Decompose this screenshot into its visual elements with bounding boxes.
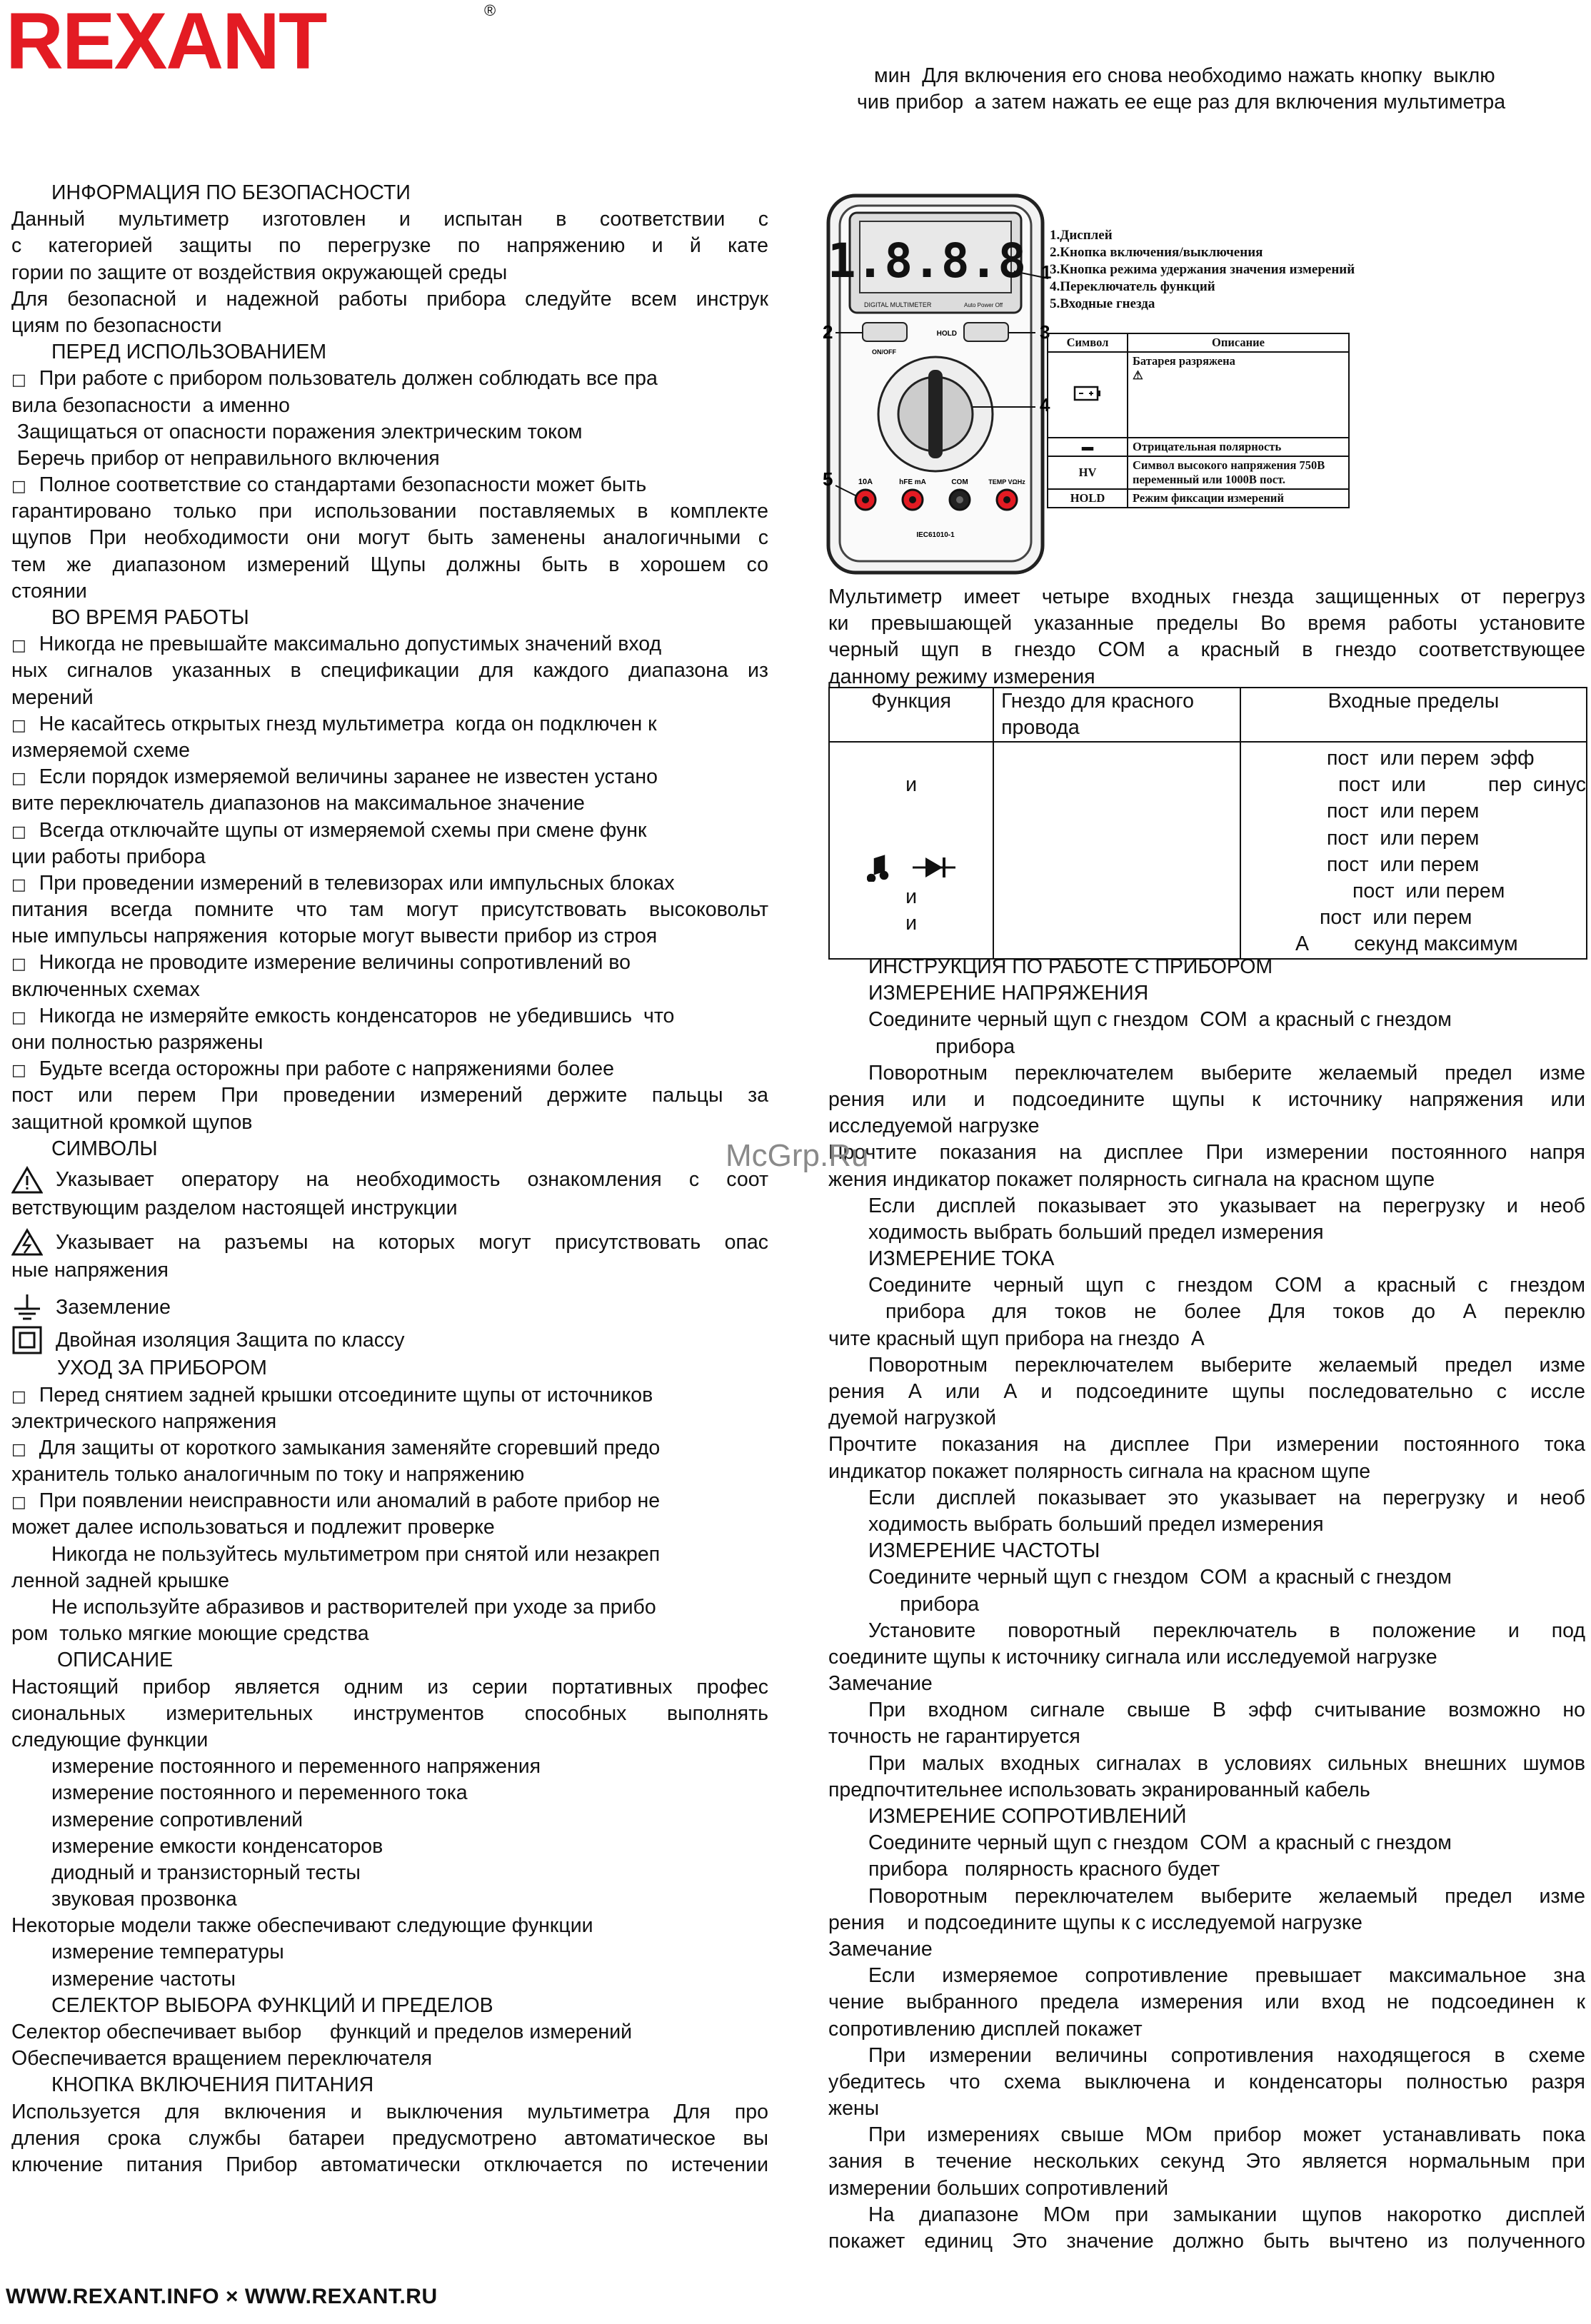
brand-name: REXANT — [6, 3, 326, 73]
text-line: стоянии — [11, 579, 87, 603]
text-line: Для безопасной и надежной работы прибора следуйте всем инструк — [11, 287, 768, 311]
bullet-icon: □ — [11, 716, 26, 735]
text-line: Соедините черный щуп с гнездом COM а красный с гнездом — [868, 1566, 1452, 1589]
text-line: Поворотным переключателем выберите желаемый предел изме — [868, 1061, 1585, 1085]
text-line: рения А или А и подсоедините щупы последовательно с иссле — [828, 1380, 1585, 1403]
text-line: сопротивлению дисплей покажет — [828, 2017, 1143, 2041]
text-line: вила безопасности а именно — [11, 393, 290, 417]
battery-icon — [1073, 384, 1102, 403]
text-line: Никогда не проводите измерение величины сопротивлений во — [39, 951, 631, 975]
table-cell: HOLD — [1048, 489, 1128, 508]
text-line: с категорией защиты по перегрузке по напряжению и й кате — [11, 234, 768, 258]
jack-label: 10A — [858, 478, 873, 486]
legend-item: 3.Кнопка режима удержания значения измерений — [1050, 262, 1355, 277]
text-line: мерений — [11, 685, 94, 709]
text-line: сиональных измерительных инструментов способных выполнять — [11, 1701, 768, 1725]
text-line: Никогда не пользуйтесь мультиметром при снятой или незакреп — [51, 1542, 661, 1566]
section-title-instructions: ИНСТРУКЦИЯ ПО РАБОТЕ С ПРИБОРОМ — [868, 955, 1273, 978]
bullet-icon: □ — [11, 1494, 26, 1512]
text-line: Не используйте абразивов и растворителей при уходе за прибо — [51, 1596, 656, 1619]
section-title-symbols: СИМВОЛЫ — [51, 1137, 158, 1160]
text-line: ки превышающей указанные пределы Во время работы установите — [828, 612, 1585, 635]
text-line: Соедините черный щуп с гнездом COM а красный с гнездом — [868, 1008, 1452, 1032]
list-item: измерение сопротивлений — [51, 1808, 303, 1831]
text-line: Если порядок измеряемой величины заранее не известен устано — [39, 765, 658, 789]
bullet-icon: □ — [11, 478, 26, 496]
table-cell: пост или перем — [1326, 826, 1480, 850]
text-line: соедините щупы к источнику сигнала или исследуемой нагрузке — [828, 1645, 1437, 1669]
button-label: ON/OFF — [872, 348, 896, 356]
text-line: Используется для включения и выключения мультиметра Для про — [11, 2100, 768, 2123]
text-line: При измерениях свыше МОм прибор может устанавливать пока — [868, 2123, 1585, 2147]
table-cell: А секунд максимум — [1295, 932, 1518, 956]
text-line: измеряемой схеме — [11, 738, 191, 762]
text-line: Беречь прибор от неправильного включения — [11, 446, 440, 470]
rexant-logo — [6, 3, 506, 73]
text-line: данному режиму измерения — [828, 665, 1095, 688]
table-cell: пост или перем — [1326, 852, 1480, 876]
text-line: Соедините черный щуп с гнездом COM а красный с гнездом — [868, 1274, 1585, 1297]
text-line: Поворотным переключателем выберите желаемый предел изме — [868, 1884, 1585, 1908]
figure-legend — [1050, 227, 1355, 313]
text-line: Никогда не измеряйте емкость конденсаторов не убедившись что — [39, 1004, 675, 1027]
text-line: Если дисплей показывает это указывает на перегрузку и необ — [868, 1194, 1585, 1217]
text-line: зания в течение нескольких секунд Это является нормальным при — [828, 2150, 1585, 2173]
table-cell: Символ высокого напряжения 750В переменный или 1000В пост. — [1128, 456, 1349, 489]
bullet-icon: □ — [11, 823, 26, 841]
text-line: исследуемой нагрузке — [828, 1115, 1040, 1138]
list-item: звуковая прозвонка — [51, 1888, 237, 1911]
button-label: HOLD — [936, 330, 957, 338]
text-line: точность не гарантируется — [828, 1725, 1080, 1749]
text-line: питания всегда помните что там могут присутствовать высоковольт — [11, 898, 768, 922]
text-line: Для защиты от короткого замыкания заменяйте сгоревший предо — [39, 1436, 661, 1459]
text-line: чите красный щуп прибора на гнездо А — [828, 1327, 1205, 1350]
watermark: McGrp.Ru — [726, 1138, 869, 1173]
table-cell: HV — [1048, 456, 1128, 489]
section-title-voltage: ИЗМЕРЕНИЕ НАПРЯЖЕНИЯ — [868, 982, 1149, 1005]
table-cell: Отрицательная полярность — [1128, 438, 1349, 456]
text-line: Двойная изоляция Защита по классу — [56, 1328, 405, 1352]
text-line: вите переключатель диапазонов на максимальное значение — [11, 792, 585, 815]
table-cell: и — [905, 885, 917, 908]
text-line: Соедините черный щуп с гнездом COM а красный с гнездом — [868, 1831, 1452, 1855]
text-line: ции работы прибора — [11, 845, 206, 868]
text-line: Защищаться от опасности поражения электрическим током — [11, 420, 583, 443]
text-line: убедитесь что схема выключена и конденсаторы полностью разря — [828, 2070, 1585, 2093]
text-line: Если измеряемое сопротивление превышает максимальное зна — [868, 1964, 1585, 1988]
table-cell: ▬ — [1048, 438, 1128, 456]
table-header: Символ — [1048, 333, 1128, 352]
bullet-icon: □ — [11, 1008, 26, 1027]
text-line: чив прибор а затем нажать ее еще раз для включения мультиметра — [857, 91, 1506, 114]
table-header: Входные пределы — [1240, 688, 1587, 742]
text-line: защитной кромкой щупов — [11, 1110, 253, 1134]
text-line: Настоящий прибор является одним из серии портативных профес — [11, 1675, 768, 1699]
text-line: Установите поворотный переключатель в положение и под — [868, 1619, 1585, 1642]
warning-triangle-icon — [11, 1166, 43, 1194]
text-line: При появлении неисправности или аномалий в работе прибор не — [39, 1489, 661, 1513]
ground-icon — [11, 1293, 43, 1322]
table-cell: Режим фиксации измерений — [1128, 489, 1349, 508]
table-cell: пост или пер синус — [1337, 773, 1586, 797]
inputs-intro — [828, 584, 1585, 690]
hold-button — [964, 323, 1008, 341]
text-line: дления срока службы батареи предусмотрено автоматическое вы — [11, 2126, 768, 2150]
text-line: прибора — [935, 1035, 1015, 1058]
text-line: чение выбранного предела измерения или вход не подсоединен к — [828, 1991, 1585, 2014]
callout-3: 3 — [1040, 321, 1050, 343]
text-line: ходимость выбрать больший предел измерения — [868, 1512, 1324, 1536]
bullet-icon: □ — [11, 1440, 26, 1459]
list-item: измерение емкости конденсаторов — [51, 1834, 383, 1858]
text-line: Данный мультиметр изготовлен и испытан в соответствии с — [11, 208, 768, 231]
callout-5: 5 — [823, 468, 833, 490]
display-label: DIGITAL MULTIMETER — [864, 301, 932, 308]
display-label: Auto Power Off — [964, 302, 1003, 308]
text-line: ветствующим разделом настоящей инструкции — [11, 1196, 458, 1219]
double-insulation-icon — [11, 1326, 43, 1354]
section-title-current: ИЗМЕРЕНИЕ ТОКА — [868, 1247, 1055, 1271]
text-line: мин Для включения его снова необходимо нажать кнопку выклю — [874, 64, 1495, 87]
text-line: ных сигналов указанных в спецификации для каждого диапазона из — [11, 659, 768, 683]
callout-2: 2 — [823, 321, 833, 343]
text-line: жены — [828, 2097, 880, 2121]
text-line: Если дисплей показывает это указывает на перегрузку и необ — [868, 1486, 1585, 1509]
list-item: измерение температуры — [51, 1941, 284, 1964]
text-line: Полное соответствие со стандартами безопасности может быть — [39, 473, 647, 497]
text-line: ленной задней крышке — [11, 1569, 229, 1592]
text-line: При малых входных сигналах в условиях сильных внешних шумов — [868, 1751, 1585, 1775]
text-line: Перед снятием задней крышки отсоедините щупы от источников — [39, 1383, 653, 1407]
text-line: При входном сигнале свыше В эфф считывание возможно но — [868, 1699, 1585, 1722]
text-line: предпочтительнее использовать экранированный кабель — [828, 1778, 1370, 1801]
text-line: Мультиметр имеет четыре входных гнезда защищенных от перегруз — [828, 585, 1585, 608]
text-line: Некоторые модели также обеспечивают следующие функции — [11, 1914, 593, 1938]
model-label: IEC61010-1 — [916, 531, 955, 539]
text-line: Всегда отключайте щупы от измеряемой схемы при смене функ — [39, 818, 647, 842]
text-line: щупов При необходимости они могут быть заменены аналогичными с — [11, 526, 768, 550]
list-item: измерение постоянного и переменного напряжения — [51, 1755, 541, 1779]
diode-icon — [913, 853, 955, 882]
text-line: черный щуп в гнездо COM а красный в гнездо соответствующее — [828, 638, 1585, 662]
callout-1: 1 — [1041, 261, 1052, 283]
table-cell: Батарея разряжена — [1133, 354, 1235, 368]
text-line: измерении больших сопротивлений — [828, 2176, 1169, 2200]
right-column-instructions — [828, 954, 1585, 2255]
symbol-table — [1047, 333, 1350, 508]
on-off-button — [863, 323, 907, 341]
text-line: индикатор покажет полярность сигнала на красном щупе — [828, 1459, 1371, 1483]
table-header: Гнездо для красного провода — [993, 688, 1240, 742]
jack-label: hFE mA — [899, 478, 926, 486]
bullet-icon: □ — [11, 770, 26, 788]
text-line: электрического напряжения — [11, 1409, 277, 1433]
jack-label: TEMP VΩHz — [988, 478, 1025, 486]
list-item: измерение постоянного и переменного тока — [51, 1781, 468, 1805]
text-line: хранитель только аналогичным по току и напряжению — [11, 1463, 525, 1487]
text-line: При измерении величины сопротивления находящегося в схеме — [868, 2043, 1585, 2067]
table-cell: пост или перем — [1326, 800, 1480, 823]
bullet-icon: □ — [11, 637, 26, 655]
section-title-during: ВО ВРЕМЯ РАБОТЫ — [51, 606, 249, 629]
list-item: диодный и транзисторный тесты — [51, 1861, 361, 1884]
text-line: они полностью разряжены — [11, 1031, 264, 1054]
multimeter-figure — [821, 193, 1057, 578]
table-cell: пост или перем — [1352, 879, 1505, 902]
text-line: тем же диапазоном измерений Щупы должны быть в хорошем со — [11, 553, 768, 576]
bullet-icon: □ — [11, 955, 26, 974]
high-voltage-icon — [11, 1228, 43, 1257]
text-line: рения и подсоедините щупы к с исследуемой нагрузке — [828, 1911, 1362, 1934]
text-line: Никогда не превышайте максимально допустимых значений вход — [39, 633, 662, 656]
section-title-selector: СЕЛЕКТОР ВЫБОРА ФУНКЦИЙ И ПРЕДЕЛОВ — [51, 1993, 493, 2017]
table-cell: пост или перем эфф — [1326, 747, 1535, 770]
text-line: ключение питания Прибор автоматически отключается по истечении — [11, 2153, 768, 2176]
text-line: Поворотным переключателем выберите желаемый предел изме — [868, 1353, 1585, 1377]
section-title-power: КНОПКА ВКЛЮЧЕНИЯ ПИТАНИЯ — [51, 2073, 374, 2097]
table-cell: и — [905, 773, 917, 797]
text-line: гарантировано только при использовании поставляемых в комплекте — [11, 500, 768, 523]
text-line: включенных схемах — [11, 977, 200, 1001]
text-line: ные импульсы напряжения которые могут вывести прибор из строя — [11, 925, 658, 948]
text-line: Прочтите показания на дисплее При измерении постоянного тока — [828, 1433, 1585, 1457]
table-cell: пост или перем — [1319, 906, 1472, 930]
text-line: Селектор обеспечивает выбор функций и пределов измерений — [11, 2021, 633, 2043]
text-line: циям по безопасности — [11, 313, 222, 337]
input-limits-table — [828, 687, 1587, 960]
bullet-icon: □ — [11, 875, 26, 894]
text-line: При проведении измерений в телевизорах или импульсных блоках — [39, 871, 675, 895]
text-line: может далее использоваться и подлежит проверке — [11, 1516, 495, 1539]
section-title-frequency: ИЗМЕРЕНИЕ ЧАСТОТЫ — [868, 1539, 1100, 1563]
text-line: прибора — [900, 1592, 980, 1616]
bullet-icon: □ — [11, 1387, 26, 1406]
section-title-resistance: ИЗМЕРЕНИЕ СОПРОТИВЛЕНИЙ — [868, 1805, 1187, 1828]
table-cell: и — [905, 911, 917, 935]
text-line: При работе с прибором пользователь должен соблюдать все пра — [39, 367, 658, 391]
text-line: ные напряжения — [11, 1259, 169, 1282]
legend-item: 5.Входные гнезда — [1050, 296, 1155, 311]
text-line: прибора полярность красного будет — [868, 1858, 1220, 1881]
text-line: Не касайтесь открытых гнезд мультиметра когда он подключен к — [39, 712, 657, 735]
section-title-description: ОПИСАНИЕ — [57, 1649, 174, 1672]
table-header: Функция — [829, 688, 993, 742]
section-title-care: УХОД ЗА ПРИБОРОМ — [57, 1357, 267, 1380]
warning-triangle-icon: ⚠ — [1133, 368, 1143, 382]
table-header: Описание — [1128, 333, 1349, 352]
text-line: Будьте всегда осторожны при работе с напряжениями более — [39, 1057, 614, 1081]
text-line: Обеспечивается вращением переключателя — [11, 2047, 433, 2071]
continuation-text — [828, 63, 1585, 116]
display-digits: 1.8.8.8 — [827, 233, 1027, 288]
left-column — [11, 180, 768, 2178]
callout-4: 4 — [1040, 394, 1050, 416]
section-title-safety: ИНФОРМАЦИЯ ПО БЕЗОПАСНОСТИ — [51, 181, 411, 204]
list-item: измерение частоты — [51, 1967, 236, 1991]
bullet-icon: □ — [11, 371, 26, 390]
text-line: Указывает на разъемы на которых могут присутствовать опас — [56, 1230, 768, 1254]
text-line: гории по защите от воздействия окружающей среды — [11, 261, 508, 284]
legend-item: 1.Дисплей — [1050, 228, 1113, 243]
footer-urls: WWW.REXANT.INFO × WWW.REXANT.RU — [6, 2285, 438, 2308]
text-line: Прочтите показания на дисплее При измерении постоянного напря — [828, 1141, 1585, 1164]
legend-item: 4.Переключатель функций — [1050, 279, 1215, 294]
text-line: пост или перем При проведении измерений держите пальцы за — [11, 1084, 768, 1107]
text-line: рения или и подсоедините щупы к источнику напряжения или — [828, 1087, 1585, 1111]
bullet-icon: □ — [11, 1062, 26, 1080]
buzzer-icon — [867, 853, 898, 882]
text-line: ходимость выбрать больший предел измерения — [868, 1220, 1324, 1244]
section-title-before: ПЕРЕД ИСПОЛЬЗОВАНИЕМ — [51, 341, 327, 364]
jack-label: COM — [951, 478, 968, 486]
text-line: прибора для токов не более Для токов до А переклю — [885, 1300, 1585, 1324]
text-line: следующие функции — [11, 1728, 209, 1751]
registered-mark: ® — [484, 1, 496, 19]
text-line: ром только мягкие моющие средства — [11, 1622, 369, 1646]
text-line: покажет единиц Это значение должно быть вычтено из полученного — [828, 2230, 1585, 2253]
text-line: Указывает оператору на необходимость ознакомления с соот — [56, 1168, 768, 1192]
text-line: дуемой нагрузкой — [828, 1407, 997, 1430]
text-line: На диапазоне МОм при замыкании щупов накоротко дисплей — [868, 2203, 1585, 2226]
text-line: Замечание — [828, 1937, 933, 1961]
text-line: жения индикатор покажет полярность сигнала на красном щупе — [828, 1167, 1435, 1191]
legend-item: 2.Кнопка включения/выключения — [1050, 245, 1263, 260]
text-line: Замечание — [828, 1672, 933, 1696]
table-cell — [830, 745, 993, 772]
text-line: Заземление — [56, 1295, 171, 1319]
